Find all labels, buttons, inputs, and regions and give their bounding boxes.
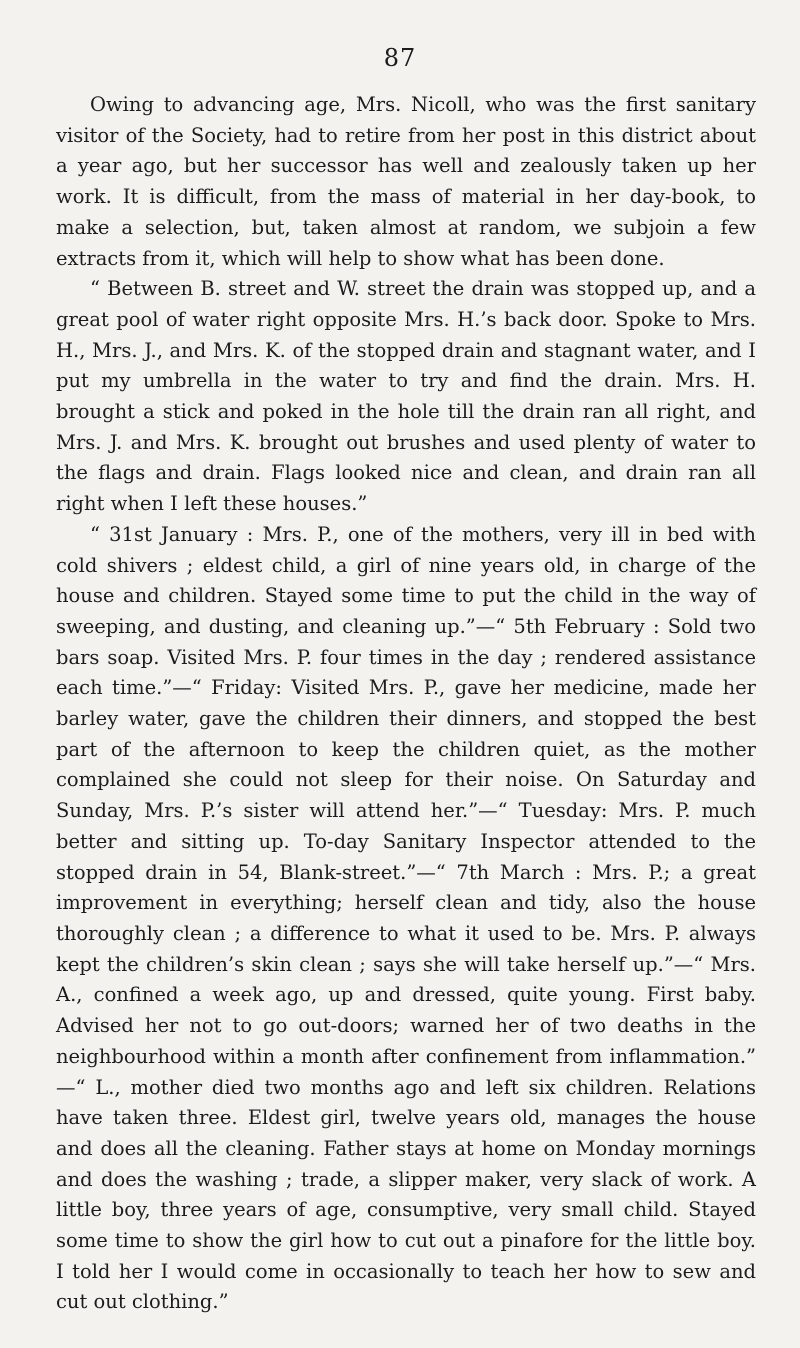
- page-number: 87: [383, 44, 417, 72]
- paragraph-daybook-extracts: “ 31st January : Mrs. P., one of the mothers, very ill in bed with cold shivers ; eldest child, a girl of nine years old, in charge of the house and children. Stayed some time to put the child in the way of sweeping, and dusting, and cleaning up.”—“ 5th February : Sold two bars soap. Visited Mrs. P. four times in the day ; rendered assistance each time.”—“ Friday: Visited Mrs. P., gave her medicine, made her barley water, gave the children their dinners, and stopped the best part of the afternoon to keep the children quiet, as the mother complained she could not sleep for their noise. On Saturday and Sunday, Mrs. P.’s sister will attend her.”—“ Tuesday: Mrs. P. much better and sitting up. To-day Sanitary Inspector attended to the stopped drain in 54, Blank-street.”—“ 7th March : Mrs. P.; a great improvement in everything; herself clean and tidy, also the house thoroughly clean ; a difference to what it used to be. Mrs. P. always kept the children’s skin clean ; says she will take herself up.”—“ Mrs. A., confined a week ago, up and dressed, quite young. First baby. Advised her not to go out-doors; warned her of two deaths in the neighbourhood within a month after confinement from inflammation.” —“ L., mother died two months ago and left six children. Relations have taken three. Eldest girl, twelve years old, manages the house and does all the cleaning. Father stays at home on Monday mornings and does the washing ; trade, a slipper maker, very slack of work. A little boy, three years of age, consumptive, very small child. Stayed some time to show the girl how to cut out a pinafore for the little boy. I told her I would come in occasionally to teach her how to sew and cut out clothing.”: [56, 522, 756, 1314]
- paragraph-intro: Owing to advancing age, Mrs. Nicoll, who was the first sanitary visitor of the Society, had to retire from her post in this district about a year ago, but her successor has well and zealously taken up her work. It is difficult, from the mass of material in her day-book, to make a selection, but, taken almost at random, we subjoin a few extracts from it, which will help to show what has been done.: [56, 93, 756, 270]
- paragraph-drain-extract: “ Between B. street and W. street the drain was stopped up, and a great pool of water right opposite Mrs. H.’s back door. Spoke to Mrs. H., Mrs. J., and Mrs. K. of the stopped drain and stagnant water, and I put my umbrella in the water to try and find the drain. Mrs. H. brought a stick and poked in the hole till the drain ran all right, and Mrs. J. and Mrs. K. brought out brushes and used plenty of water to the flags and drain. Flags looked nice and clean, and drain ran all right when I left these houses.”: [56, 277, 756, 516]
- body-text: [56, 90, 756, 1318]
